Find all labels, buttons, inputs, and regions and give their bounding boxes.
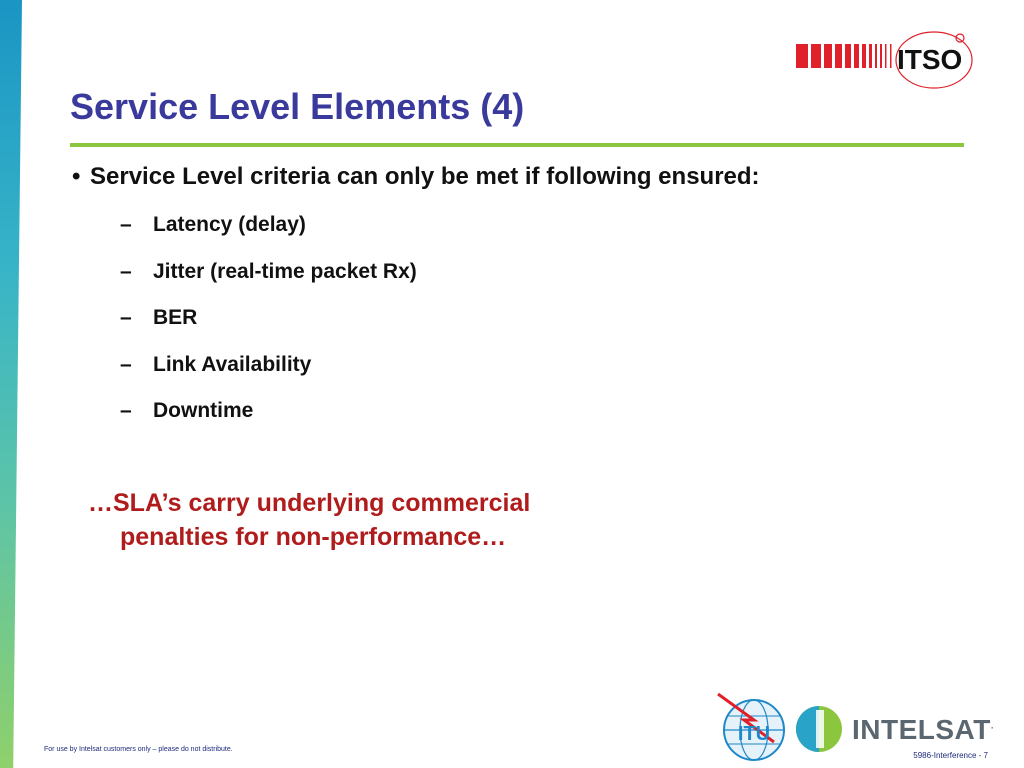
sub-bullet-text: Link Availability xyxy=(153,352,312,376)
itu-logo xyxy=(714,690,792,766)
dash-marker: – xyxy=(120,306,132,329)
main-bullet xyxy=(72,163,760,191)
bullet-dot: • xyxy=(72,163,81,190)
page-number-label: 5986-Interference - 7 xyxy=(913,751,988,760)
sub-bullet-text: BER xyxy=(153,306,198,329)
dash-marker: – xyxy=(120,259,132,283)
sub-bullet-item xyxy=(120,213,417,260)
dash-marker: – xyxy=(120,213,132,236)
sla-note-line-2: penalties for non-performance… xyxy=(120,523,507,551)
title-underline xyxy=(70,143,964,147)
sub-bullet-item xyxy=(120,260,417,307)
sla-note-line-1: …SLA’s carry underlying commercial xyxy=(88,489,531,517)
svg-text:ITU: ITU xyxy=(737,723,771,745)
sub-bullet-list xyxy=(120,213,417,446)
sub-bullet-text: Latency (delay) xyxy=(153,213,306,236)
sub-bullet-text: Jitter (real-time packet Rx) xyxy=(153,259,417,283)
decorative-side-bar xyxy=(0,0,22,768)
sub-bullet-item xyxy=(120,306,417,353)
slide-title: Service Level Elements (4) xyxy=(70,86,525,127)
footer-disclaimer: For use by Intelsat customers only – please do not distribute. xyxy=(44,746,233,753)
main-bullet-text: Service Level criteria can only be met if following ensured: xyxy=(90,163,760,190)
dash-marker: – xyxy=(120,352,132,376)
itso-logo xyxy=(794,28,974,98)
sub-bullet-item xyxy=(120,399,417,446)
svg-text:ITSO: ITSO xyxy=(897,44,963,75)
intelsat-wordmark-text: INTELSAT xyxy=(852,714,991,745)
intelsat-wordmark xyxy=(852,714,994,746)
sla-emphasis-note xyxy=(88,486,530,554)
sub-bullet-text: Downtime xyxy=(153,399,254,422)
intelsat-mark-icon xyxy=(794,704,844,754)
sub-bullet-item xyxy=(120,353,417,400)
intelsat-wordmark-dot: . xyxy=(990,720,994,731)
dash-marker: – xyxy=(120,399,132,422)
